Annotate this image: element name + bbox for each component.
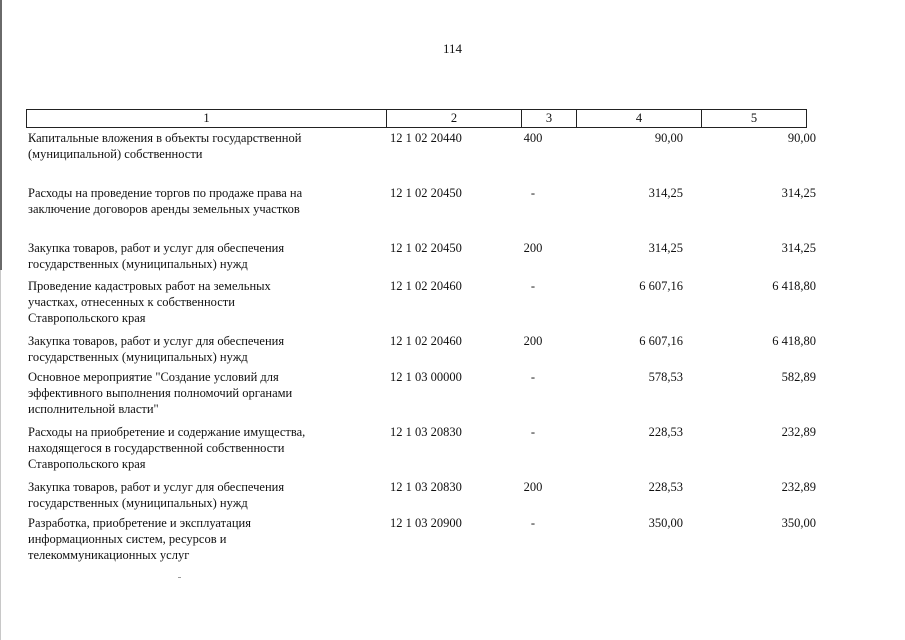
row-code: 12 1 03 20830 — [390, 480, 462, 494]
row-name — [28, 479, 373, 511]
row-value-5: 350,00 — [781, 516, 816, 530]
row-name-line: Ставропольского края — [28, 457, 146, 471]
scan-edge-line-lower — [0, 270, 1, 640]
row-name-line: Закупка товаров, работ и услуг для обеспечения — [28, 334, 285, 348]
row-value-4: 314,25 — [648, 186, 683, 200]
row-value-4: 6 607,16 — [639, 279, 683, 293]
header-col-2: 2 — [387, 110, 522, 127]
row-name-line: Капитальные вложения в объекты государственной — [28, 131, 302, 145]
row-name-line: государственных (муниципальных) нужд — [28, 350, 248, 364]
row-name-line: Закупка товаров, работ и услуг для обеспечения — [28, 241, 285, 255]
row-code: 12 1 02 20440 — [390, 131, 462, 145]
row-value-5: 232,89 — [781, 480, 816, 494]
header-col-4: 4 — [577, 110, 702, 127]
row-name-line: находящегося в государственной собственности — [28, 441, 285, 455]
row-value-4: 6 607,16 — [639, 334, 683, 348]
row-name — [28, 424, 373, 472]
row-code: 12 1 02 20450 — [390, 241, 462, 255]
row-type: 200 — [523, 241, 543, 255]
row-name-line: Проведение кадастровых работ на земельных — [28, 279, 271, 293]
row-value-5: 314,25 — [781, 186, 816, 200]
row-name-line: Расходы на проведение торгов по продаже права на — [28, 186, 303, 200]
row-type: - — [530, 186, 536, 200]
row-name-line: заключение договоров аренды земельных участков — [28, 202, 300, 216]
row-type: 400 — [523, 131, 543, 145]
row-value-5: 6 418,80 — [772, 279, 816, 293]
row-value-4: 578,53 — [648, 370, 683, 384]
row-name-line: Расходы на приобретение и содержание имущества, — [28, 425, 306, 439]
header-col-1: 1 — [27, 110, 387, 127]
row-name-line: Основное мероприятие "Создание условий для — [28, 370, 279, 384]
row-code: 12 1 02 20460 — [390, 279, 462, 293]
row-name-line: Ставропольского края — [28, 311, 146, 325]
row-name — [28, 333, 373, 365]
row-type: - — [530, 425, 536, 439]
row-code: 12 1 02 20460 — [390, 334, 462, 348]
row-name — [28, 369, 373, 417]
row-value-5: 6 418,80 — [772, 334, 816, 348]
row-value-4: 228,53 — [648, 425, 683, 439]
page-number: 114 — [442, 41, 463, 56]
row-value-4: 314,25 — [648, 241, 683, 255]
row-name-line: информационных систем, ресурсов и — [28, 532, 227, 546]
table-header — [26, 109, 807, 128]
row-name-line: государственных (муниципальных) нужд — [28, 257, 248, 271]
row-name — [28, 185, 373, 217]
row-type: - — [530, 279, 536, 293]
row-value-5: 582,89 — [781, 370, 816, 384]
row-name — [28, 515, 373, 563]
row-code: 12 1 03 00000 — [390, 370, 462, 384]
row-name-line: исполнительной власти" — [28, 402, 159, 416]
row-type: 200 — [523, 480, 543, 494]
row-name-line: государственных (муниципальных) нужд — [28, 496, 248, 510]
row-name-line: телекоммуникационных услуг — [28, 548, 190, 562]
row-value-5: 314,25 — [781, 241, 816, 255]
header-col-5: 5 — [750, 111, 758, 125]
row-name — [28, 240, 373, 272]
row-value-5: 90,00 — [787, 131, 816, 145]
row-type: - — [530, 370, 536, 384]
row-code: 12 1 03 20830 — [390, 425, 462, 439]
row-value-4: 350,00 — [648, 516, 683, 530]
scan-speck — [178, 577, 181, 578]
row-name — [28, 130, 373, 162]
row-code: 12 1 02 20450 — [390, 186, 462, 200]
row-type: 200 — [523, 334, 543, 348]
header-col-3: 3 — [522, 110, 577, 127]
row-value-5: 232,89 — [781, 425, 816, 439]
row-name — [28, 278, 373, 326]
row-name-line: (муниципальной) собственности — [28, 147, 203, 161]
row-name-line: эффективного выполнения полномочий органами — [28, 386, 293, 400]
row-name-line: Закупка товаров, работ и услуг для обеспечения — [28, 480, 285, 494]
row-type: - — [530, 516, 536, 530]
row-code: 12 1 03 20900 — [390, 516, 462, 530]
row-name-line: участках, отнесенных к собственности — [28, 295, 235, 309]
row-name-line: Разработка, приобретение и эксплуатация — [28, 516, 251, 530]
row-value-4: 228,53 — [648, 480, 683, 494]
row-value-4: 90,00 — [654, 131, 683, 145]
